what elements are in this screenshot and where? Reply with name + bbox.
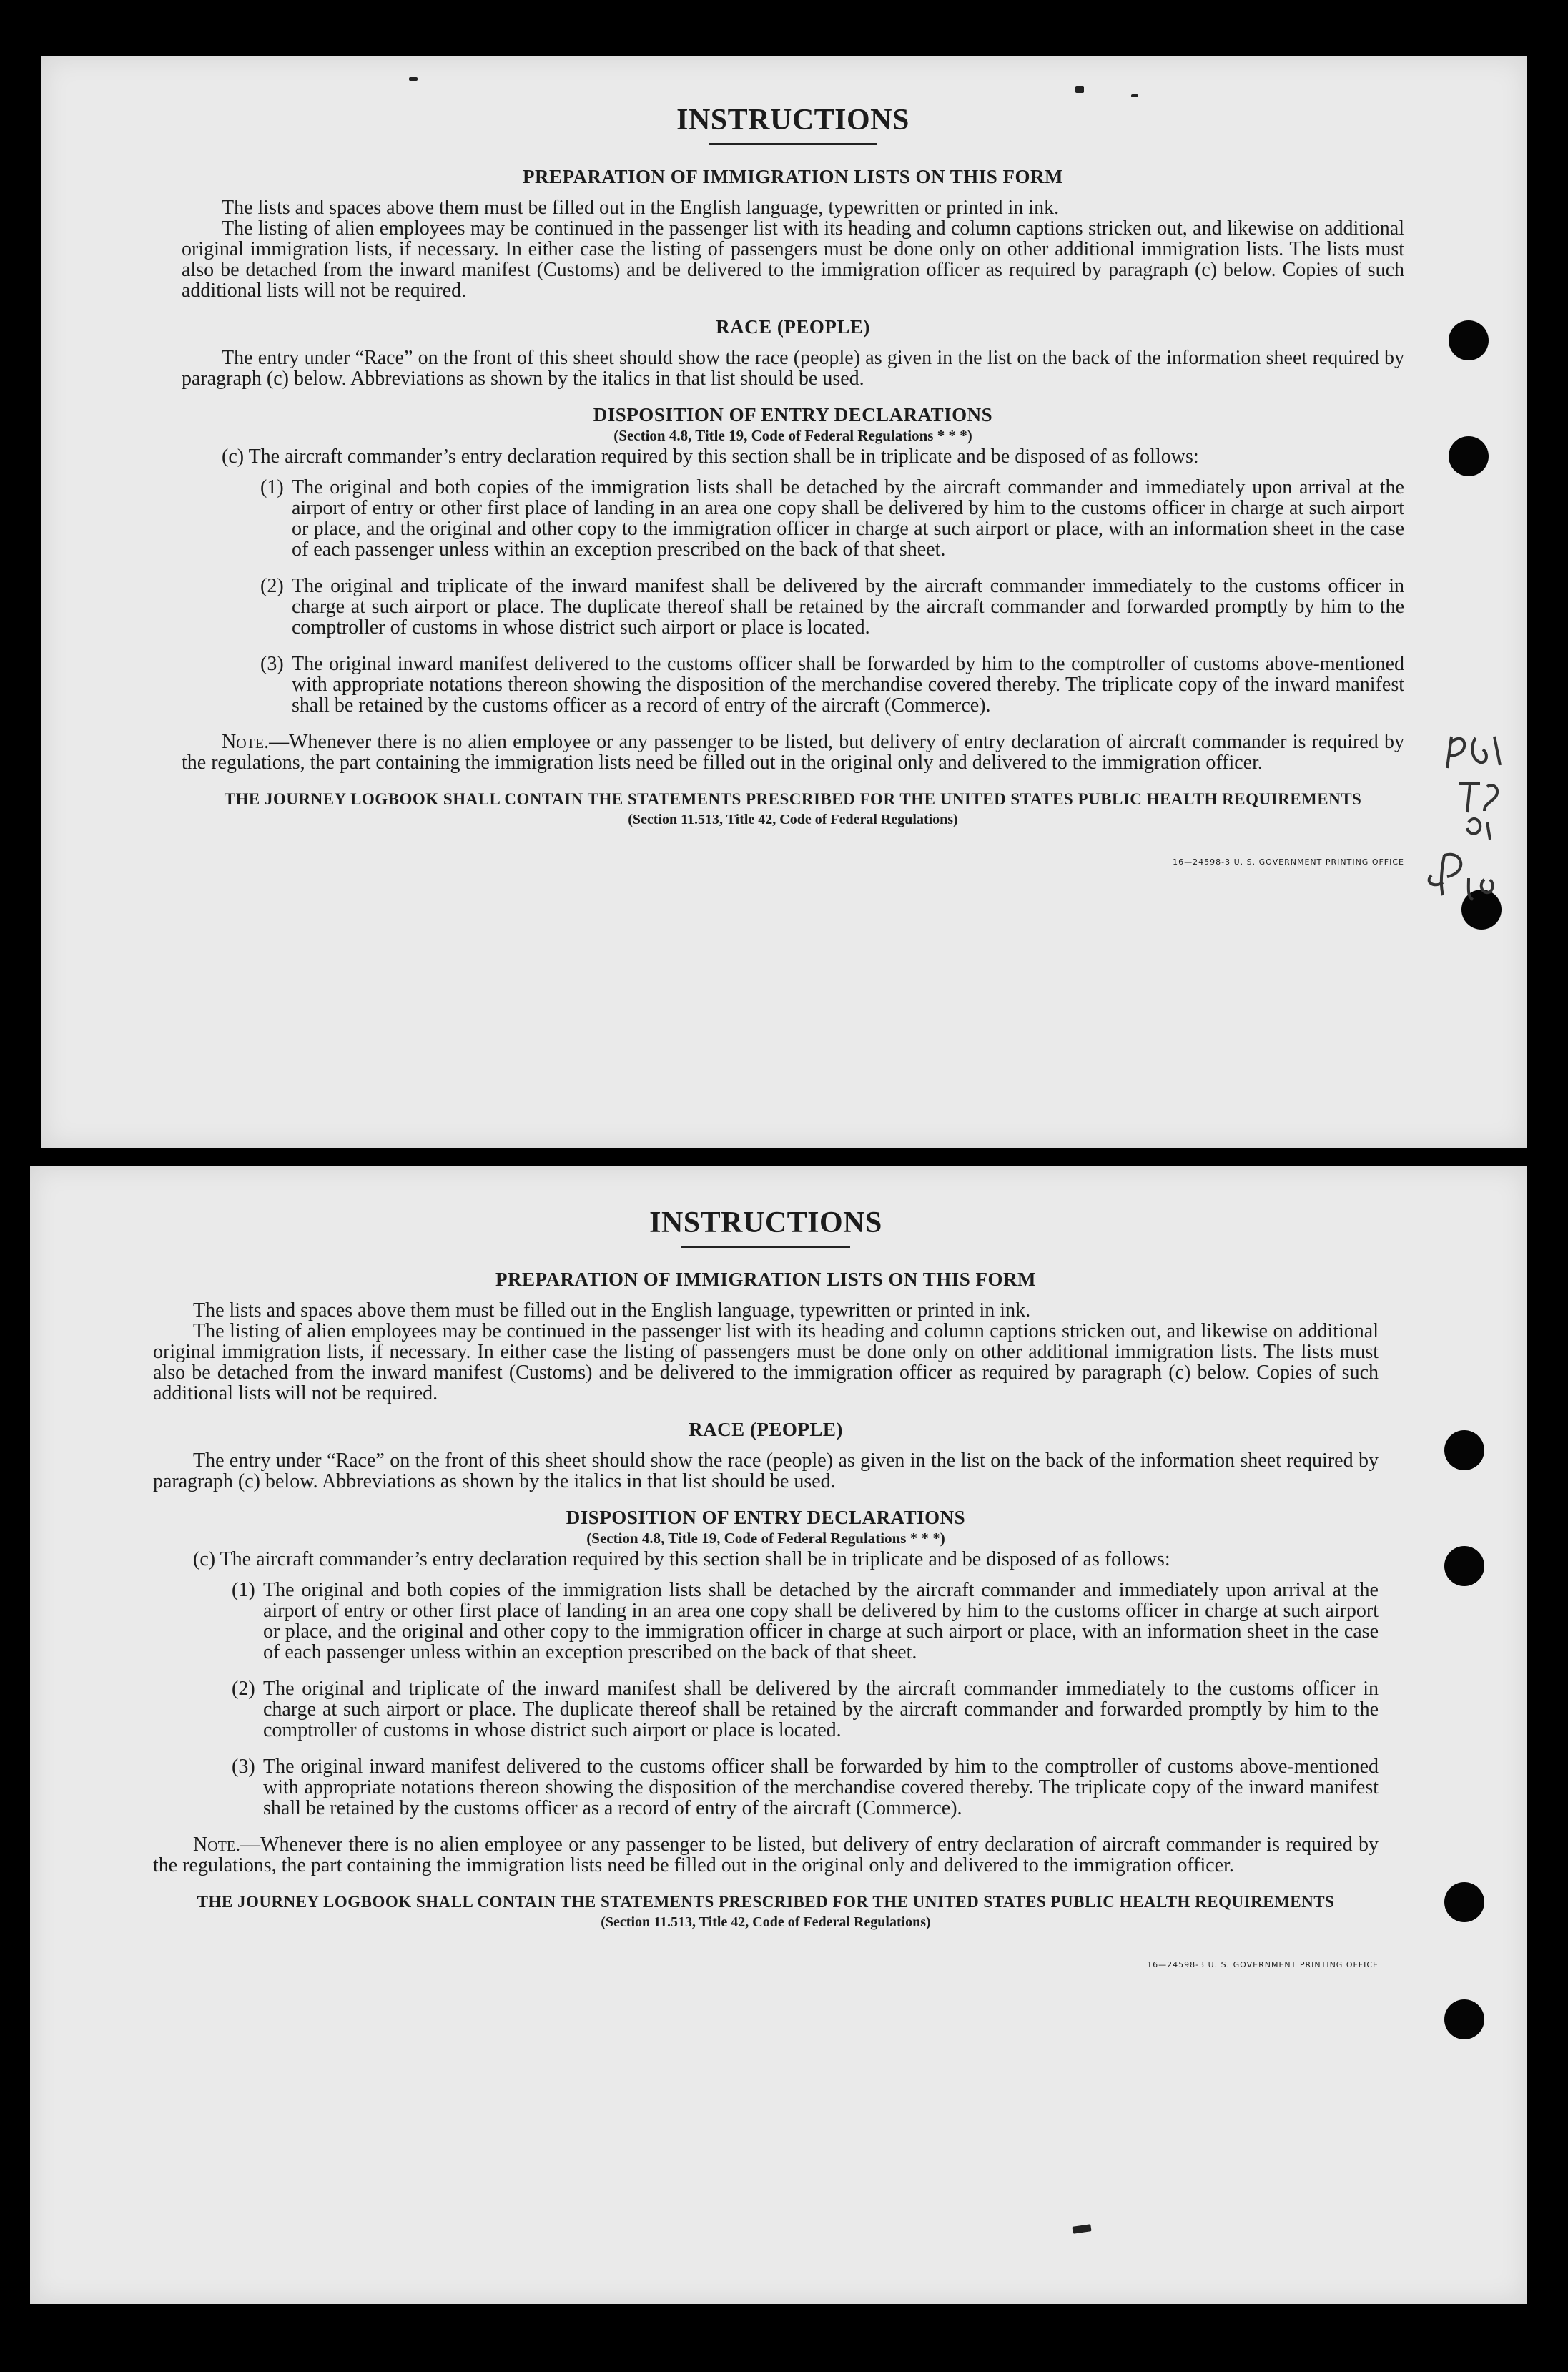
item-text: The original and triplicate of the inward manifest shall be delivered by the aircraft commander immediately to the customs officer in charge at such airport or place. The duplicate thereof shall be retained by the aircraft commander and forwarded promptly by him to the comptroller of customs in whose district such airport or place is located. (292, 575, 1404, 639)
prep-paragraph-2: The listing of alien employees may be continued in the passenger list with its heading and column captions stricken out, and likewise on additional original immigration lists, if necessary. In either case the listing of passengers must be done only on other additional immigration lists. The lists must also be detached from the inward manifest (Customs) and be delivered to the immigration officer as required by paragraph (c) below. Copies of such additional lists will not be required. (153, 1320, 1379, 1404)
paragraph-c: (c) The aircraft commander’s entry declaration required by this section shall be in triplicate and be disposed of as follows: (193, 1548, 1170, 1570)
item-number: (3) (260, 653, 284, 675)
prep-paragraph-1: The lists and spaces above them must be filled out in the English language, typewritten or printed in ink. (193, 1299, 1031, 1322)
instructions-document (153, 1206, 1379, 1975)
punch-hole (1449, 436, 1489, 476)
disposition-subheading: (Section 4.8, Title 19, Code of Federal Regulations * * *) (613, 427, 972, 444)
instructions-document (182, 103, 1404, 872)
prep-heading: PREPARATION OF IMMIGRATION LISTS ON THIS FORM (495, 1269, 1037, 1290)
list-item (260, 576, 1404, 638)
punch-hole (1444, 1430, 1484, 1470)
prep-heading: PREPARATION OF IMMIGRATION LISTS ON THIS FORM (522, 166, 1064, 187)
list-item (232, 1756, 1379, 1819)
list-item (260, 654, 1404, 716)
document-title: INSTRUCTIONS (649, 1206, 882, 1239)
stray-mark (1075, 86, 1084, 93)
list-item (260, 477, 1404, 560)
note-paragraph (153, 1834, 1379, 1876)
printing-office-imprint: 16—24598-3 U. S. GOVERNMENT PRINTING OFFICE (1173, 857, 1404, 867)
punch-hole (1444, 1999, 1484, 2039)
list-item (232, 1580, 1379, 1663)
prep-paragraph-2: The listing of alien employees may be continued in the passenger list with its heading and column captions stricken out, and likewise on additional original immigration lists, if necessary. In either case the listing of passengers must be done only on other additional immigration lists. The lists must also be detached from the inward manifest (Customs) and be delivered to the immigration officer as required by paragraph (c) below. Copies of such additional lists will not be required. (182, 217, 1404, 302)
logbook-statement: THE JOURNEY LOGBOOK SHALL CONTAIN THE STATEMENTS PRESCRIBED FOR THE UNITED STATES PUBLIC HEALTH REQUIREMENTS (224, 790, 1362, 808)
item-text: The original and triplicate of the inward manifest shall be delivered by the aircraft commander immediately to the customs officer in charge at such airport or place. The duplicate thereof shall be retained by the aircraft commander and forwarded promptly by him to the comptroller of customs in whose district such airport or place is located. (263, 1678, 1379, 1741)
item-number: (2) (232, 1678, 255, 1700)
form-sheet-top (41, 56, 1527, 1148)
item-text: The original and both copies of the immigration lists shall be detached by the aircraft commander and immediately upon arrival at the airport of entry or other first place of landing in an area one copy shall be delivered by him to the customs officer in charge at such airport or place, and the original and other copy to the immigration officer in charge at such airport or place, with an information sheet in the case of each passenger unless within an exception prescribed on the back of that sheet. (292, 476, 1404, 561)
item-text: The original inward manifest delivered to the customs officer shall be forwarded by him to the comptroller of customs above-mentioned with appropriate notations thereon showing the disposition of the merchandise covered thereby. The triplicate copy of the inward manifest shall be retained by the customs officer as a record of entry of the aircraft (Commerce). (263, 1756, 1379, 1819)
item-number: (3) (232, 1756, 255, 1778)
item-text: The original and both copies of the immigration lists shall be detached by the aircraft commander and immediately upon arrival at the airport of entry or other first place of landing in an area one copy shall be delivered by him to the customs officer in charge at such airport or place, and the original and other copy to the immigration officer in charge at such airport or place, with an information sheet in the case of each passenger unless within an exception prescribed on the back of that sheet. (263, 1579, 1379, 1663)
item-text: The original inward manifest delivered to the customs officer shall be forwarded by him to the comptroller of customs above-mentioned with appropriate notations thereon showing the disposition of the merchandise covered thereby. The triplicate copy of the inward manifest shall be retained by the customs officer as a record of entry of the aircraft (Commerce). (292, 653, 1404, 717)
punch-hole (1444, 1546, 1484, 1586)
item-number: (1) (260, 476, 284, 498)
logbook-statement: THE JOURNEY LOGBOOK SHALL CONTAIN THE STATEMENTS PRESCRIBED FOR THE UNITED STATES PUBLIC HEALTH REQUIREMENTS (197, 1893, 1335, 1911)
handwritten-notation (1416, 715, 1523, 908)
note-text: —Whenever there is no alien employee or any passenger to be listed, but delivery of entry declaration of aircraft commander is required by the regulations, the part containing the immigration lists need be filled out in the original only and delivered to the immigration officer. (153, 1834, 1379, 1876)
stray-mark (409, 77, 418, 81)
disposition-subheading: (Section 4.8, Title 19, Code of Federal Regulations * * *) (586, 1530, 945, 1547)
logbook-citation: (Section 11.513, Title 42, Code of Federal Regulations) (601, 1914, 931, 1930)
stray-mark (1131, 94, 1138, 97)
item-number: (2) (260, 575, 284, 597)
prep-paragraph-1: The lists and spaces above them must be filled out in the English language, typewritten or printed in ink. (222, 197, 1060, 219)
note-label: Note. (222, 731, 270, 753)
race-heading: RACE (PEOPLE) (689, 1419, 843, 1440)
list-item (232, 1678, 1379, 1741)
note-text: —Whenever there is no alien employee or any passenger to be listed, but delivery of entry declaration of aircraft commander is required by the regulations, the part containing the immigration lists need be filled out in the original only and delivered to the immigration officer. (182, 731, 1404, 774)
disposition-heading: DISPOSITION OF ENTRY DECLARATIONS (566, 1507, 966, 1528)
punch-hole (1449, 320, 1489, 360)
item-number: (1) (232, 1579, 255, 1601)
logbook-citation: (Section 11.513, Title 42, Code of Federal Regulations) (628, 812, 958, 827)
race-paragraph: The entry under “Race” on the front of this sheet should show the race (people) as given in the list on the back of the information sheet required by paragraph (c) below. Abbreviations as shown by the italics in that list should be used. (182, 347, 1404, 390)
document-title: INSTRUCTIONS (676, 104, 909, 137)
punch-hole (1444, 1882, 1484, 1922)
paragraph-c: (c) The aircraft commander’s entry declaration required by this section shall be in triplicate and be disposed of as follows: (222, 446, 1199, 468)
note-label: Note. (193, 1834, 241, 1856)
race-paragraph: The entry under “Race” on the front of this sheet should show the race (people) as given in the list on the back of the information sheet required by paragraph (c) below. Abbreviations as shown by the italics in that list should be used. (153, 1450, 1379, 1492)
form-sheet-bottom (30, 1166, 1527, 2304)
race-heading: RACE (PEOPLE) (716, 316, 870, 338)
note-paragraph (182, 732, 1404, 773)
disposition-heading: DISPOSITION OF ENTRY DECLARATIONS (593, 404, 993, 425)
printing-office-imprint: 16—24598-3 U. S. GOVERNMENT PRINTING OFFICE (1147, 1960, 1379, 1969)
